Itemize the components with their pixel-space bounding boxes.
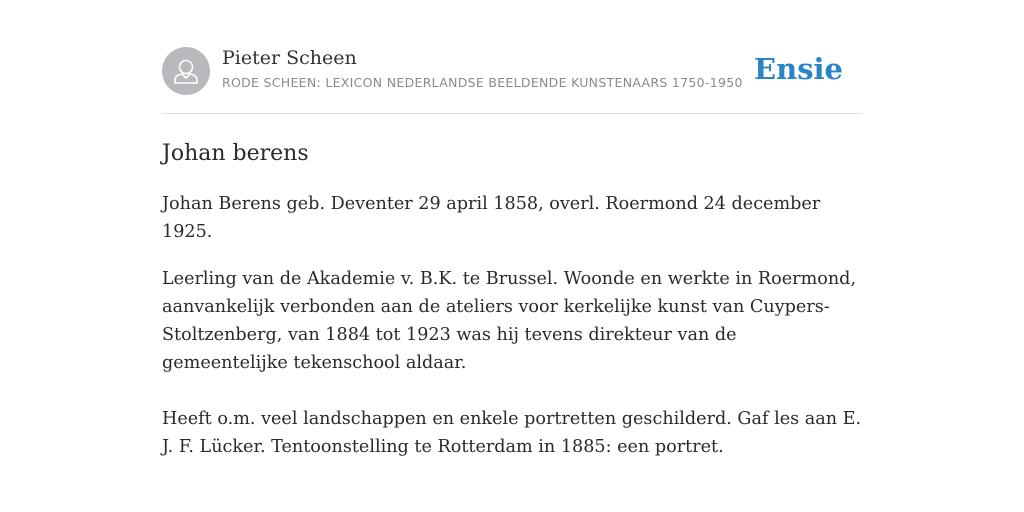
article-paragraph: Heeft o.m. veel landschappen en enkele portretten geschilderd. Gaf les aan E. J. F. Lücker. Tentoonstelling te Rotterdam in 1885: een portret. bbox=[162, 409, 862, 457]
article-header bbox=[162, 46, 862, 114]
article-title: Johan berens bbox=[162, 141, 309, 166]
user-avatar-icon bbox=[162, 47, 210, 95]
ensie-logo[interactable]: Ensie bbox=[754, 52, 843, 86]
author-name[interactable]: Pieter Scheen bbox=[222, 47, 357, 69]
article-paragraph: Leerling van de Akademie v. B.K. te Brussel. Woonde en werkte in Roermond, aanvankelijk verbonden aan de ateliers voor kerkelijke kunst van Cuypers-Stoltzenberg, van 1884 tot 1923 was hij tevens direkteur van de gemeentelijke tekenschool aldaar. bbox=[162, 269, 857, 373]
article-card bbox=[162, 46, 862, 457]
source-title[interactable]: RODE SCHEEN: LEXICON NEDERLANDSE BEELDENDE KUNSTENAARS 1750-1950 bbox=[222, 75, 743, 90]
author-avatar[interactable] bbox=[162, 47, 210, 95]
article-paragraph: Johan Berens geb. Deventer 29 april 1858, overl. Roermond 24 december 1925. bbox=[162, 194, 821, 242]
article-body bbox=[162, 190, 862, 480]
